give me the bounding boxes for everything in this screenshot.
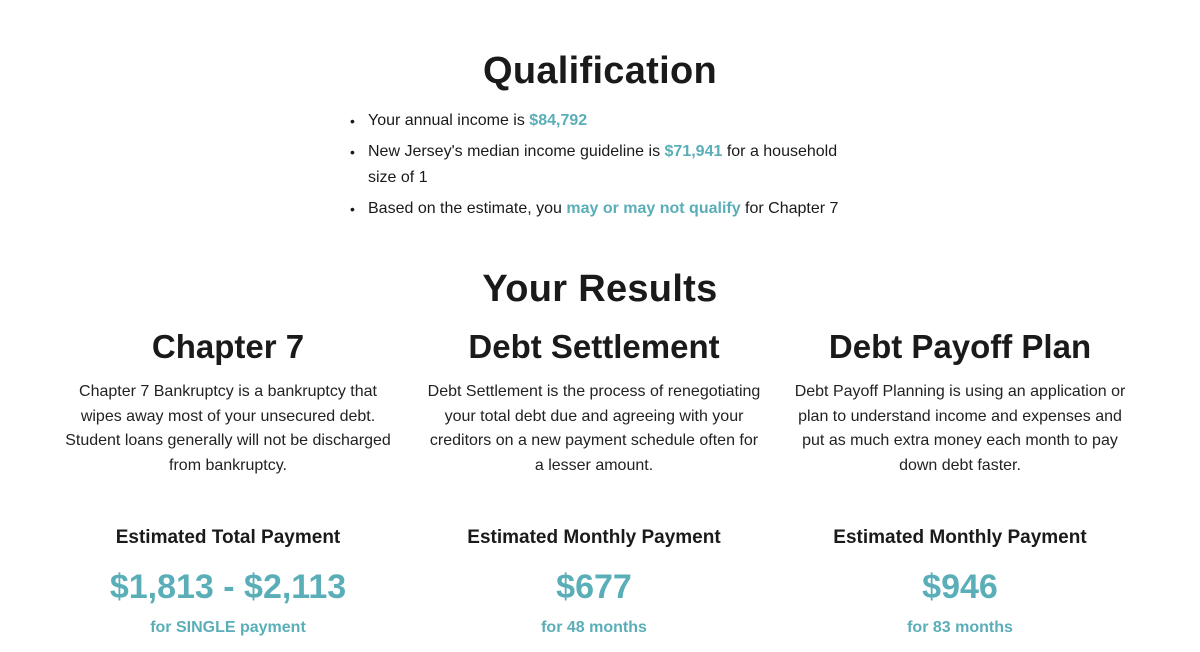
- card-description: Chapter 7 Bankruptcy is a bankruptcy that wipes away most of your unsecured debt. Student loans generally will not be discharged from bankruptcy.: [65, 383, 391, 474]
- payment-amount: $677: [556, 568, 632, 606]
- payment-label: Estimated Total Payment: [115, 527, 341, 548]
- item-text: Your annual income is: [368, 112, 530, 129]
- card-title: Debt Payoff Plan: [828, 328, 1092, 365]
- card-description: Debt Settlement is the process of renegotiating your total debt due and agreeing with your creditors on a new payment schedule often for a lesser amount.: [427, 383, 761, 474]
- card-title: Debt Settlement: [468, 328, 720, 365]
- payment-amount: $1,813 - $2,113: [109, 568, 347, 606]
- payment-note: for 83 months: [907, 619, 1013, 636]
- results-heading: Your Results: [482, 268, 718, 310]
- result-card-debt-payoff-plan: [790, 326, 1130, 638]
- qualification-item-median: [368, 139, 848, 191]
- qualify-status: may or may not qualify: [566, 200, 741, 217]
- qualification-item-income: [368, 108, 848, 134]
- qualification-heading: Qualification: [482, 50, 718, 92]
- payment-label: Estimated Monthly Payment: [833, 527, 1087, 548]
- payment-note: for SINGLE payment: [150, 619, 306, 636]
- annual-income-value: $84,792: [529, 112, 588, 129]
- item-text: for a household size of 1: [368, 143, 838, 186]
- payment-label: Estimated Monthly Payment: [467, 527, 721, 548]
- item-text: for Chapter 7: [740, 200, 839, 217]
- median-income-value: $71,941: [664, 143, 723, 160]
- item-text: Based on the estimate, you: [368, 200, 567, 217]
- result-card-chapter-7: [58, 326, 398, 638]
- card-title: Chapter 7: [151, 328, 305, 365]
- payment-amount: $946: [922, 568, 998, 606]
- qualification-item-estimate: [368, 196, 848, 222]
- payment-note: for 48 months: [541, 619, 647, 636]
- qualification-list: [368, 108, 848, 227]
- card-description: Debt Payoff Planning is using an application or plan to understand income and expenses and put as much extra money each month to pay down debt faster.: [794, 383, 1126, 474]
- result-card-debt-settlement: [424, 326, 764, 638]
- item-text: New Jersey's median income guideline is: [368, 143, 665, 160]
